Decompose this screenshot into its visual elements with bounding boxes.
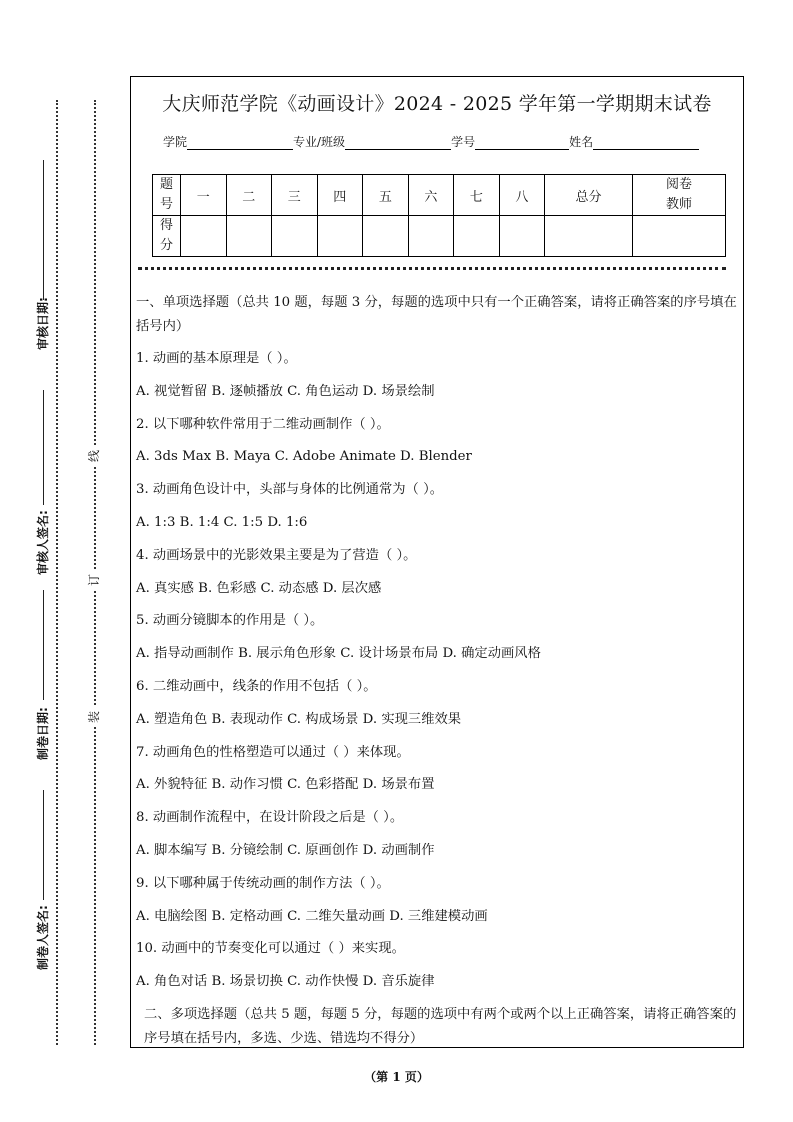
question-1: 1. 动画的基本原理是（ ）。 xyxy=(136,351,297,366)
question-number-label: 题 号 xyxy=(153,175,181,216)
score-cell[interactable] xyxy=(454,216,500,257)
question-1-options: A. 视觉暂留 B. 逐帧播放 C. 角色运动 D. 场景绘制 xyxy=(136,383,435,399)
question-9: 9. 以下哪种属于传统动画的制作方法（ ）。 xyxy=(136,875,390,891)
column-header: 五 xyxy=(363,175,409,216)
exam-frame xyxy=(130,76,744,1048)
make-date-line xyxy=(43,590,44,700)
question-6: 6. 二维动画中，线条的作用不包括（ ）。 xyxy=(136,678,377,694)
make-date-label: 制卷日期: xyxy=(34,720,54,760)
binding-char-ding: 订 xyxy=(84,570,104,590)
page-number: （第 1 页） xyxy=(364,1070,429,1084)
college-field[interactable] xyxy=(187,135,293,150)
major-field[interactable] xyxy=(345,135,451,150)
maker-sign-line xyxy=(43,790,44,900)
approver-sign-label: 审核人签名: xyxy=(34,535,54,575)
binding-dotted-line-outer xyxy=(56,100,58,1045)
column-header: 八 xyxy=(499,175,545,216)
question-9-options: A. 电脑绘图 B. 定格动画 C. 二维矢量动画 D. 三维建模动画 xyxy=(136,908,488,924)
score-cell-total[interactable] xyxy=(545,216,633,257)
score-cell[interactable] xyxy=(272,216,318,257)
student-id-label: 学号 xyxy=(451,135,476,149)
question-6-options: A. 塑造角色 B. 表现动作 C. 构成场景 D. 实现三维效果 xyxy=(136,711,462,727)
question-10-options: A. 角色对话 B. 场景切换 C. 动作快慢 D. 音乐旋律 xyxy=(136,974,435,990)
column-header: 六 xyxy=(408,175,454,216)
question-7-options: A. 外貌特征 B. 动作习惯 C. 色彩搭配 D. 场景布置 xyxy=(136,777,435,793)
column-header: 四 xyxy=(317,175,363,216)
column-header: 三 xyxy=(272,175,318,216)
score-label: 得 分 xyxy=(153,216,181,257)
section1-heading: 一、单项选择题（总共 10 题，每题 3 分，每题的选项中只有一个正确答案，请将正确答案的序号填在括号内） xyxy=(136,295,737,334)
question-4: 4. 动画场景中的光影效果主要是为了营造（ ）。 xyxy=(136,547,417,563)
section2-heading: 二、多项选择题（总共 5 题，每题 5 分，每题的选项中有两个或两个以上正确答案，请将正确答案的序号填在括号内，多选、少选、错选均不得分） xyxy=(144,1006,737,1046)
question-8: 8. 动画制作流程中，在设计阶段之后是（ ）。 xyxy=(136,810,404,826)
score-cell[interactable] xyxy=(363,216,409,257)
question-5-options: A. 指导动画制作 B. 展示角色形象 C. 设计场景布局 D. 确定动画风格 xyxy=(136,646,541,662)
exam-title: 大庆师范学院《动画设计》2024 - 2025 学年第一学期期末试卷 xyxy=(162,93,712,115)
dotted-separator xyxy=(138,267,726,270)
question-8-options: A. 脚本编写 B. 分镜绘制 C. 原画创作 D. 动画制作 xyxy=(136,842,435,858)
question-7: 7. 动画角色的性格塑造可以通过（ ）来体现。 xyxy=(136,744,410,760)
binding-char-zhuang: 装 xyxy=(84,707,104,727)
approve-date-line xyxy=(43,160,44,300)
maker-sign-label: 制卷人签名: xyxy=(34,930,54,970)
student-info-row xyxy=(163,133,699,150)
name-label: 姓名 xyxy=(569,135,594,149)
score-cell[interactable] xyxy=(317,216,363,257)
student-id-field[interactable] xyxy=(475,135,569,150)
score-table xyxy=(152,174,726,257)
score-table-header-row xyxy=(153,175,726,216)
question-3: 3. 动画角色设计中，头部与身体的比例通常为（ ）。 xyxy=(136,482,444,498)
question-4-options: A. 真实感 B. 色彩感 C. 动态感 D. 层次感 xyxy=(136,580,382,596)
column-header: 一 xyxy=(181,175,227,216)
question-3-options: A. 1:3 B. 1:4 C. 1:5 D. 1:6 xyxy=(136,514,308,530)
column-header-total: 总分 xyxy=(545,175,633,216)
reviewer-cell[interactable] xyxy=(633,216,726,257)
score-table-score-row xyxy=(153,216,726,257)
question-5: 5. 动画分镜脚本的作用是（ ）。 xyxy=(136,613,324,629)
binding-char-xian: 线 xyxy=(84,446,104,466)
reviewer-label: 阅卷 教师 xyxy=(633,175,726,216)
score-cell[interactable] xyxy=(499,216,545,257)
column-header: 二 xyxy=(226,175,272,216)
approver-sign-line xyxy=(43,390,44,505)
score-cell[interactable] xyxy=(181,216,227,257)
approve-date-label: 审核日期: xyxy=(34,310,54,350)
college-label: 学院 xyxy=(163,135,188,149)
question-2: 2. 以下哪种软件常用于二维动画制作（ ）。 xyxy=(136,416,390,432)
question-10: 10. 动画中的节奏变化可以通过（ ）来实现。 xyxy=(136,941,405,957)
major-label: 专业/班级 xyxy=(293,135,346,149)
score-cell[interactable] xyxy=(408,216,454,257)
question-2-options: A. 3ds Max B. Maya C. Adobe Animate D. Blender xyxy=(136,449,472,465)
score-cell[interactable] xyxy=(226,216,272,257)
name-field[interactable] xyxy=(593,135,699,150)
exam-content xyxy=(136,291,738,1051)
column-header: 七 xyxy=(454,175,500,216)
